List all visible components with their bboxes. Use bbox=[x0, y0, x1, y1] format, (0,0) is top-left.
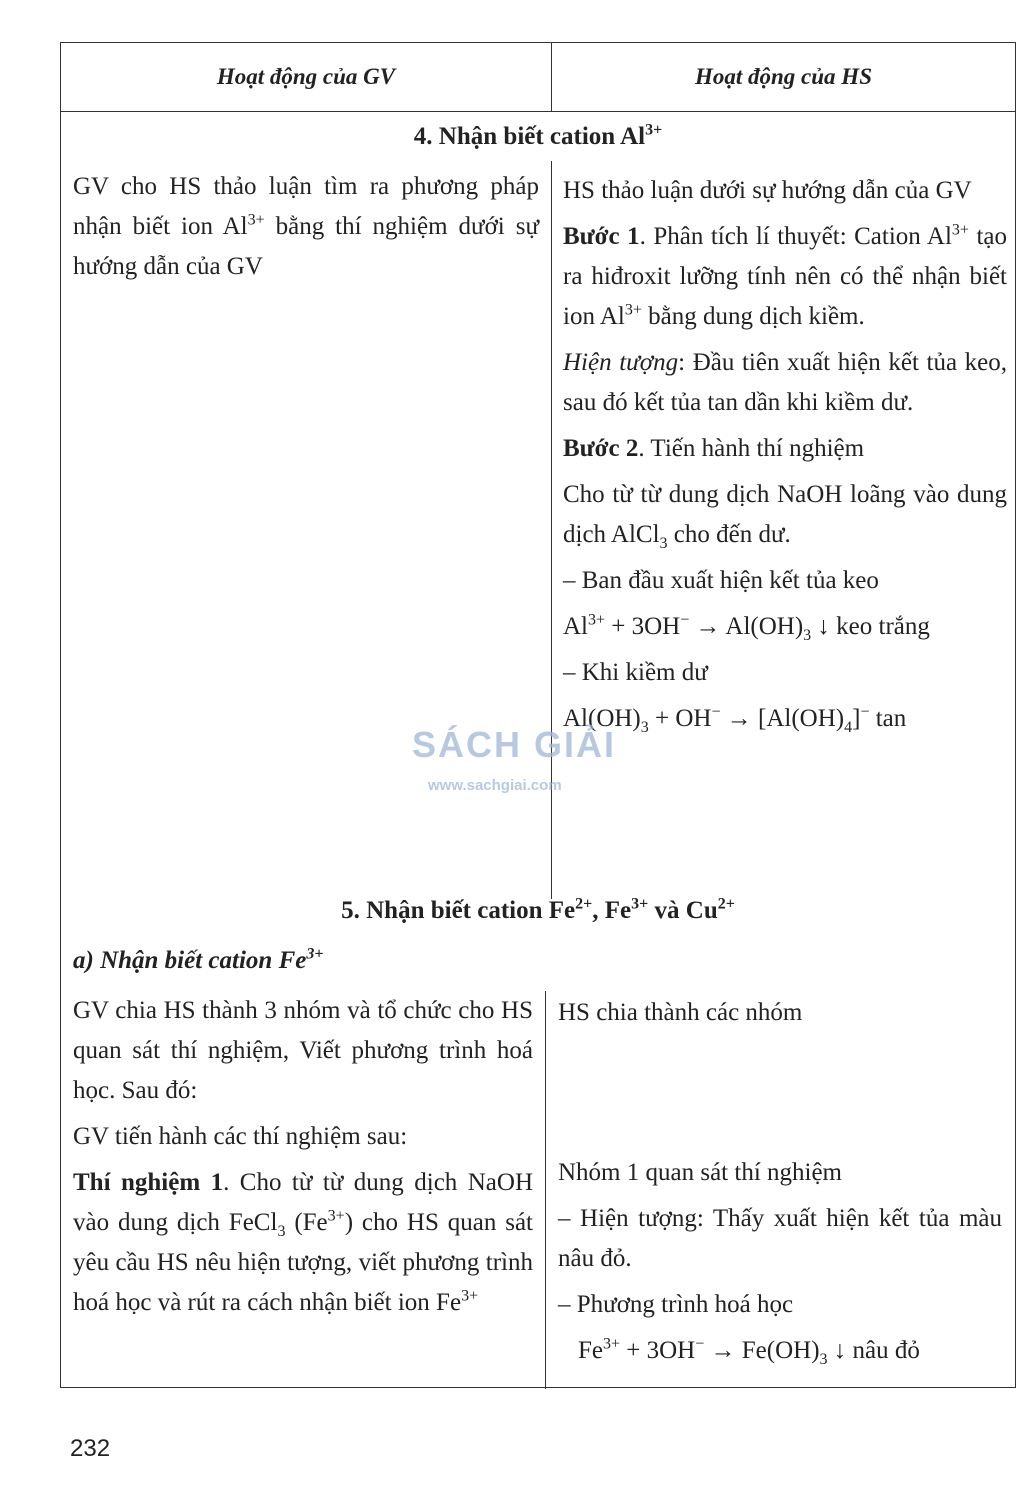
s5-exp1-sup: 3+ bbox=[327, 1207, 345, 1225]
s5-eq-a: Fe bbox=[578, 1337, 603, 1364]
s5-title-a: 5. Nhận biết cation Fe bbox=[341, 897, 576, 924]
table-header bbox=[61, 43, 1015, 112]
eq2-a: Al(OH) bbox=[563, 705, 641, 732]
activity-table bbox=[60, 42, 1016, 1388]
subsection-a-title bbox=[73, 941, 323, 981]
s5-title-b: , Fe bbox=[592, 897, 632, 924]
s5-r3: – Hiện tượng: Thấy xuất hiện kết tủa màu nâu đỏ. bbox=[558, 1205, 1002, 1272]
s4-step1-sup2: 3+ bbox=[624, 301, 642, 319]
header-teacher: Hoạt động của GV bbox=[216, 63, 396, 89]
s5-exp1-sub: 3 bbox=[277, 1223, 286, 1240]
eq2-c: → [Al(OH) bbox=[720, 705, 845, 732]
s5-l2: GV tiến hành các thí nghiệm sau: bbox=[73, 1123, 408, 1150]
watermark bbox=[412, 716, 616, 798]
s4-initial: – Ban đầu xuất hiện kết tủa keo bbox=[563, 567, 879, 594]
s5-sub-a: a) Nhận biết cation Fe bbox=[73, 947, 307, 974]
s4-step1-a: . Phân tích lí thuyết: Cation Al bbox=[639, 223, 952, 250]
eq1-c: → Al(OH) bbox=[689, 613, 804, 640]
eq1-d: ↓ keo trắng bbox=[811, 613, 930, 640]
s4-step2-label: Bước 2 bbox=[563, 435, 639, 462]
s4-proc-a: Cho từ từ dung dịch NaOH loãng vào dung dịch AlCl bbox=[563, 481, 1007, 548]
s5-exp1-a: . Cho từ từ dung dịch NaOH vào dung dịch FeCl bbox=[73, 1169, 533, 1236]
s4-step1-label: Bước 1 bbox=[563, 223, 640, 250]
section-5-title bbox=[61, 891, 1015, 931]
s4-left-b: bằng thí nghiệm dưới sự hướng dẫn của GV bbox=[73, 213, 539, 280]
eq1-sup2: − bbox=[680, 611, 690, 629]
eq1-a: Al bbox=[563, 613, 588, 640]
eq2-b: + OH bbox=[648, 705, 712, 732]
s5-eq-sup: 3+ bbox=[603, 1335, 621, 1353]
s5-r1: HS chia thành các nhóm bbox=[558, 999, 803, 1026]
section-4-title bbox=[61, 117, 1015, 157]
s5-title-sup3: 2+ bbox=[717, 895, 735, 913]
s4-left-a: GV cho HS thảo luận tìm ra phương pháp nhận biết ion Al bbox=[73, 173, 539, 240]
s5-eq-sub: 3 bbox=[819, 1351, 828, 1368]
watermark-url: www.sachgiai.com bbox=[428, 776, 562, 794]
s5-equation bbox=[558, 1331, 1002, 1371]
s5-eq-c: → Fe(OH) bbox=[704, 1337, 820, 1364]
s4-proc-b: cho đến dư. bbox=[667, 521, 791, 548]
section-4-student-col bbox=[563, 171, 1007, 745]
s5-sub-sup: 3+ bbox=[306, 945, 324, 963]
s5-experiment-1 bbox=[73, 1163, 533, 1323]
eq2-sub2: 4 bbox=[844, 719, 853, 736]
section-4-teacher-text bbox=[73, 167, 539, 287]
s4-r1: HS thảo luận dưới sự hướng dẫn của GV bbox=[563, 177, 972, 204]
eq1-sub: 3 bbox=[803, 627, 812, 644]
s4-step1-sup1: 3+ bbox=[951, 221, 969, 239]
s5-exp1-label: Thí nghiệm 1 bbox=[73, 1169, 224, 1196]
s4-procedure bbox=[563, 475, 1007, 555]
watermark-logo: SÁCH GIẢI bbox=[412, 724, 617, 765]
eq2-sub: 3 bbox=[640, 719, 649, 736]
s4-equation-2 bbox=[563, 699, 1007, 739]
s5-eq-b: + 3OH bbox=[620, 1337, 696, 1364]
s5-l1: GV chia HS thành 3 nhóm và tổ chức cho HS quan sát thí nghiệm, Viết phương trình hoá học. Sau đó: bbox=[73, 997, 533, 1104]
s4-step1-b: tạo ra hiđroxit lưỡng tính nên có thể nhận biết ion Al bbox=[563, 223, 1007, 330]
eq2-d: ] bbox=[852, 705, 861, 732]
eq2-e: tan bbox=[869, 705, 907, 732]
header-student: Hoạt động của HS bbox=[551, 43, 1015, 111]
s4-phenomenon-label: Hiện tượng bbox=[563, 349, 679, 376]
s5-eq-sup2: − bbox=[695, 1335, 705, 1353]
s4-left-sup: 3+ bbox=[247, 211, 265, 229]
s4-step2-text: . Tiến hành thí nghiệm bbox=[638, 435, 865, 462]
s4-proc-sub: 3 bbox=[659, 535, 668, 552]
s4-step1 bbox=[563, 217, 1007, 337]
s4-step1-c: bằng dung dịch kiềm. bbox=[641, 303, 865, 330]
s4-phenomenon-text: : Đầu tiên xuất hiện kết tủa keo, sau đó kết tủa tan dần khi kiềm dư. bbox=[563, 349, 1007, 416]
s5-title-c: và Cu bbox=[648, 897, 718, 924]
s4-excess: – Khi kiềm dư bbox=[563, 659, 708, 686]
s5-exp1-sup2: 3+ bbox=[461, 1287, 479, 1305]
s5-exp1-c: ) cho HS quan sát yêu cầu HS nêu hiện tượng, viết phương trình hoá học và rút ra cách nhận biết ion Fe bbox=[73, 1209, 533, 1316]
section-4-teacher-col bbox=[73, 167, 539, 293]
s5-exp1-b: (Fe bbox=[285, 1209, 328, 1236]
s4-phenomenon bbox=[563, 343, 1007, 423]
s5-title-sup2: 3+ bbox=[631, 895, 649, 913]
section-5-teacher-col bbox=[73, 991, 533, 1329]
s4-equation-1 bbox=[563, 607, 1007, 647]
section-4-title-sup: 3+ bbox=[645, 121, 663, 139]
column-divider-5 bbox=[545, 991, 546, 1389]
section-5-student-col bbox=[558, 993, 1002, 1377]
s5-r4: – Phương trình hoá học bbox=[558, 1291, 794, 1318]
eq2-sup2: − bbox=[860, 703, 870, 721]
s5-r2: Nhóm 1 quan sát thí nghiệm bbox=[558, 1159, 842, 1186]
s5-title-sup1: 2+ bbox=[575, 895, 593, 913]
section-4-title-text: 4. Nhận biết cation Al bbox=[413, 123, 646, 150]
eq1-b: + 3OH bbox=[605, 613, 681, 640]
page-number: 232 bbox=[70, 1435, 111, 1462]
s4-step2 bbox=[563, 429, 1007, 469]
eq2-sup: − bbox=[711, 703, 721, 721]
eq1-sup: 3+ bbox=[588, 611, 606, 629]
s5-eq-d: ↓ nâu đỏ bbox=[827, 1337, 920, 1364]
